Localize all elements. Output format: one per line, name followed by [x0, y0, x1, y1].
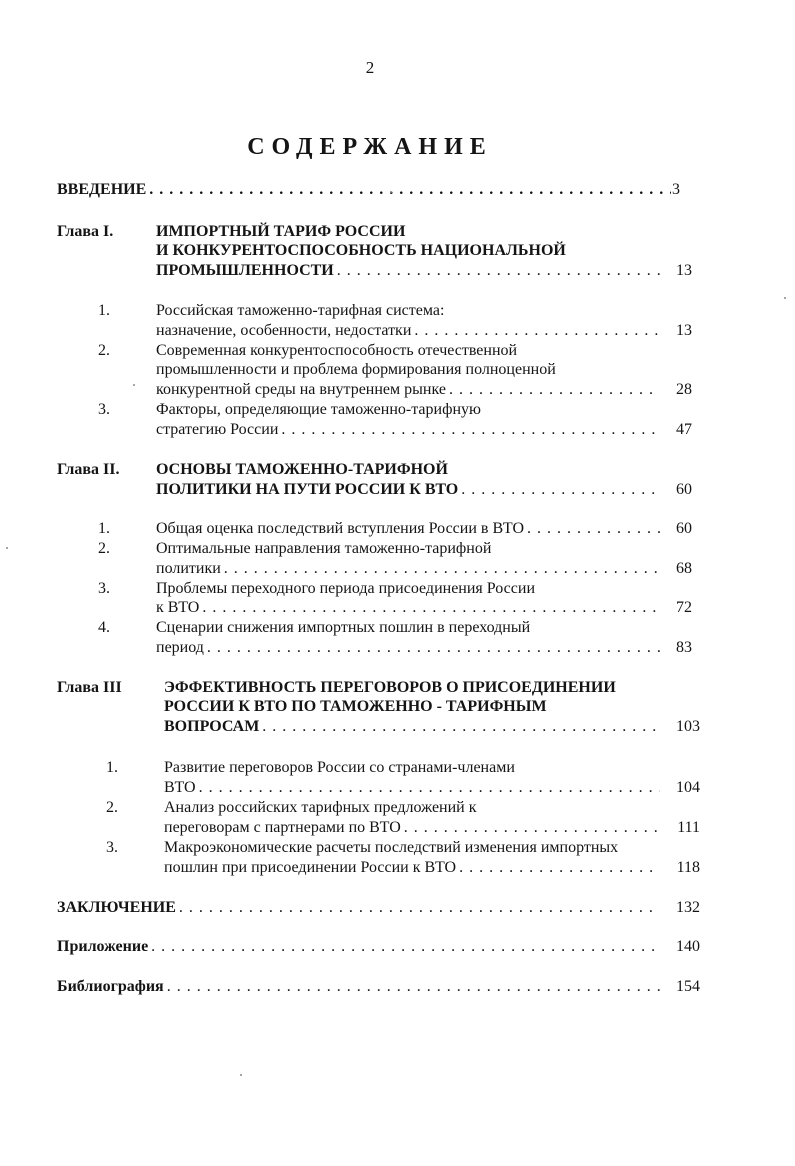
leader-dots [149, 180, 671, 200]
section-1-3-line-2: стратегию России . . . [156, 420, 660, 440]
chapter-2-page: 60 [676, 481, 692, 498]
section-2-3-num: 3. [98, 580, 110, 597]
conclusion-page: 132 [676, 899, 700, 916]
intro-label: ВВЕДЕНИЕ [57, 181, 147, 198]
chapter-3-label: Глава III [57, 679, 122, 696]
appendix-page: 140 [676, 938, 700, 955]
chapter-1-page: 13 [676, 262, 692, 279]
leader-dots [199, 778, 660, 798]
toc-entry-conclusion: ЗАКЛЮЧЕНИЕ . . . [57, 898, 660, 918]
leader-dots [151, 937, 660, 957]
leader-dots [459, 858, 660, 878]
section-3-1-line-2: ВТО . . . [164, 778, 660, 798]
section-2-1-page: 60 [676, 520, 692, 537]
section-1-2-line-2: промышленности и проблема формирования полноценной [156, 361, 556, 378]
section-2-1-line-1: Общая оценка последствий вступления России в ВТО . . . [156, 519, 660, 539]
leader-dots [262, 717, 660, 737]
chapter-1-label: Глава I. [57, 223, 114, 240]
page-number: 2 [365, 58, 375, 77]
leader-dots [414, 321, 660, 341]
section-1-3-line-1: Факторы, определяющие таможенно-тарифную [156, 401, 481, 418]
intro-page: 3 [672, 181, 680, 198]
leader-dots [281, 420, 660, 440]
section-2-2-line-1: Оптимальные направления таможенно-тарифной [156, 540, 492, 557]
scan-speck [133, 384, 135, 386]
leader-dots [461, 480, 660, 500]
toc-entry-bibliography: Библиография . . . [57, 977, 660, 997]
leader-dots [337, 261, 660, 281]
scan-speck [390, 191, 392, 193]
section-1-2-num: 2. [98, 342, 110, 359]
chapter-2-label: Глава II. [57, 461, 120, 478]
section-3-3-line-1: Макроэкономические расчеты последствий изменения импортных [164, 839, 619, 856]
section-2-4-page: 83 [676, 639, 692, 656]
section-1-2-line-3: конкурентной среды на внутреннем рынке . . . [156, 380, 660, 400]
scan-speck [784, 297, 786, 299]
chapter-2-title-line-2: ПОЛИТИКИ НА ПУТИ РОССИИ К ВТО . . . [156, 480, 660, 500]
section-2-3-line-2: к ВТО . . . [156, 598, 660, 618]
section-1-1-line-1: Российская таможенно-тарифная система: [156, 302, 445, 319]
chapter-3-title-line-1: ЭФФЕКТИВНОСТЬ ПЕРЕГОВОРОВ О ПРИСОЕДИНЕНИИ [164, 679, 616, 696]
leader-dots [167, 977, 660, 997]
section-2-2-num: 2. [98, 540, 110, 557]
section-3-1-page: 104 [676, 779, 700, 796]
chapter-1-title-line-1: ИМПОРТНЫЙ ТАРИФ РОССИИ [156, 223, 406, 240]
chapter-1-title-line-3: ПРОМЫШЛЕННОСТИ . . . [156, 261, 660, 281]
section-2-2-page: 68 [676, 560, 692, 577]
section-3-3-line-2: пошлин при присоединении России к ВТО . . . [164, 858, 660, 878]
section-1-2-page: 28 [676, 381, 692, 398]
section-1-3-num: 3. [98, 401, 110, 418]
scan-speck [6, 547, 8, 549]
section-3-2-line-1: Анализ российских тарифных предложений к [164, 799, 477, 816]
section-2-4-line-2: период . . . [156, 638, 660, 658]
bibliography-page: 154 [676, 978, 700, 995]
section-3-2-num: 2. [106, 799, 118, 816]
leader-dots [449, 380, 660, 400]
section-3-3-page: 118 [676, 859, 700, 876]
leader-dots [202, 598, 660, 618]
chapter-3-title-line-2: РОССИИ К ВТО ПО ТАМОЖЕННО - ТАРИФНЫМ [164, 698, 547, 715]
section-2-3-page: 72 [676, 599, 692, 616]
chapter-2-title-line-1: ОСНОВЫ ТАМОЖЕННО-ТАРИФНОЙ [156, 461, 448, 478]
section-1-1-num: 1. [98, 302, 110, 319]
section-2-1-num: 1. [98, 520, 110, 537]
leader-dots [179, 898, 660, 918]
section-1-1-line-2: назначение, особенности, недостатки . . . [156, 321, 660, 341]
section-1-1-page: 13 [676, 322, 692, 339]
leader-dots [224, 559, 660, 579]
section-1-2-line-1: Современная конкурентоспособность отечественной [156, 342, 518, 359]
chapter-3-title-line-3: ВОПРОСАМ . . . [164, 717, 660, 737]
leader-dots [404, 818, 660, 838]
leader-dots [527, 519, 660, 539]
toc-entry-appendix: Приложение . . . [57, 937, 660, 957]
toc-entry-intro [57, 180, 671, 200]
section-2-2-line-2: политики . . . [156, 559, 660, 579]
leader-dots [207, 638, 660, 658]
section-2-3-line-1: Проблемы переходного периода присоединения России [156, 580, 536, 597]
page-title: СОДЕРЖАНИЕ [247, 134, 493, 160]
section-2-4-num: 4. [98, 619, 110, 636]
section-3-1-num: 1. [106, 759, 118, 776]
section-1-3-page: 47 [676, 421, 692, 438]
section-2-4-line-1: Сценарии снижения импортных пошлин в переходный [156, 619, 531, 636]
chapter-3-page: 103 [676, 718, 700, 735]
chapter-1-title-line-2: И КОНКУРЕНТОСПОСОБНОСТЬ НАЦИОНАЛЬНОЙ [156, 242, 566, 259]
section-3-1-line-1: Развитие переговоров России со странами-членами [164, 759, 515, 776]
section-3-2-line-2: переговорам с партнерами по ВТО . . . [164, 818, 660, 838]
section-3-2-page: 111 [677, 819, 700, 836]
scan-speck [240, 1074, 242, 1076]
section-3-3-num: 3. [106, 839, 118, 856]
